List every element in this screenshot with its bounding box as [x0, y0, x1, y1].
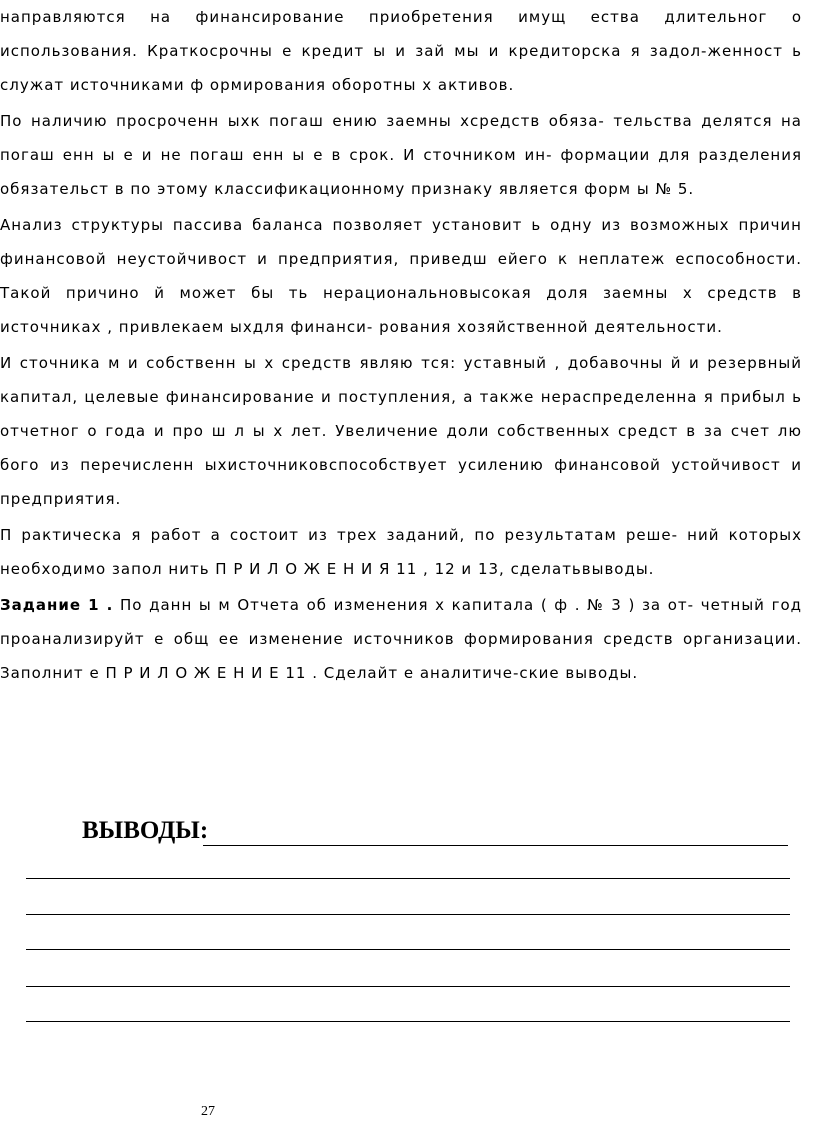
answer-line[interactable]	[26, 914, 790, 915]
answer-line[interactable]	[26, 1021, 790, 1022]
paragraph-2: По наличию просроченн ыхк погаш ению заемны хсредств обяза- тельства делятся на погаш енн ы е и не погаш енн ы е в срок. И сточником ин- формации для разделения обязательст в по этому классификационному признаку является форм ы № 5.	[0, 112, 802, 198]
answer-line[interactable]	[26, 949, 790, 950]
paragraph-1: направляются на финансирование приобретения имущ ества длительног о использования. Краткосрочны е кредит ы и зай мы и кредиторска я задол-женност ь служат источниками ф ормирования оборотны х активов.	[0, 8, 802, 94]
conclusions-label: ВЫВОДЫ:	[82, 817, 209, 844]
answer-line[interactable]	[26, 878, 790, 879]
page-number: 27	[201, 1104, 215, 1119]
task-1-label: Задание 1 .	[0, 596, 114, 614]
paragraph-3: Анализ структуры пассива баланса позволяет установит ь одну из возможных причин финансовой неустойчивост и предприятия, приведш ейего к неплатеж еспособности. Такой причино й может бы ть нерациональновысокая доля заемны х средств в источниках , привлекаем ыхдля финанси- рования хозяйственной деятельности.	[0, 216, 802, 336]
conclusions-answer-line-first[interactable]	[203, 845, 788, 846]
paragraph-5: П рактическа я работ а состоит из трех заданий, по результатам реше- ний которых необходимо запол нить П Р И Л О Ж Е Н И Я 11 , 12 и 13, сделатьвыводы.	[0, 526, 802, 578]
paragraph-4: И сточника м и собственн ы х средств являю тся: уставный , добавочны й и резервный капитал, целевые финансирование и поступления, а также нераспределенна я прибыл ь отчетног о года и про ш л ы х лет. Увеличение доли собственных средст в за счет лю бого из перечисленн ыхисточниковспособствует усилению финансовой устойчивост и предприятия.	[0, 354, 802, 508]
task-1-text: По данн ы м Отчета об изменения х капитала ( ф . № 3 ) за от- четный год проанализируйт е общ ее изменение источников формирования средств организации. Заполнит е П Р И Л О Ж Е Н И Е 11 . Сделайт е аналитиче-ские выводы.	[0, 596, 802, 682]
answer-line[interactable]	[26, 986, 790, 987]
